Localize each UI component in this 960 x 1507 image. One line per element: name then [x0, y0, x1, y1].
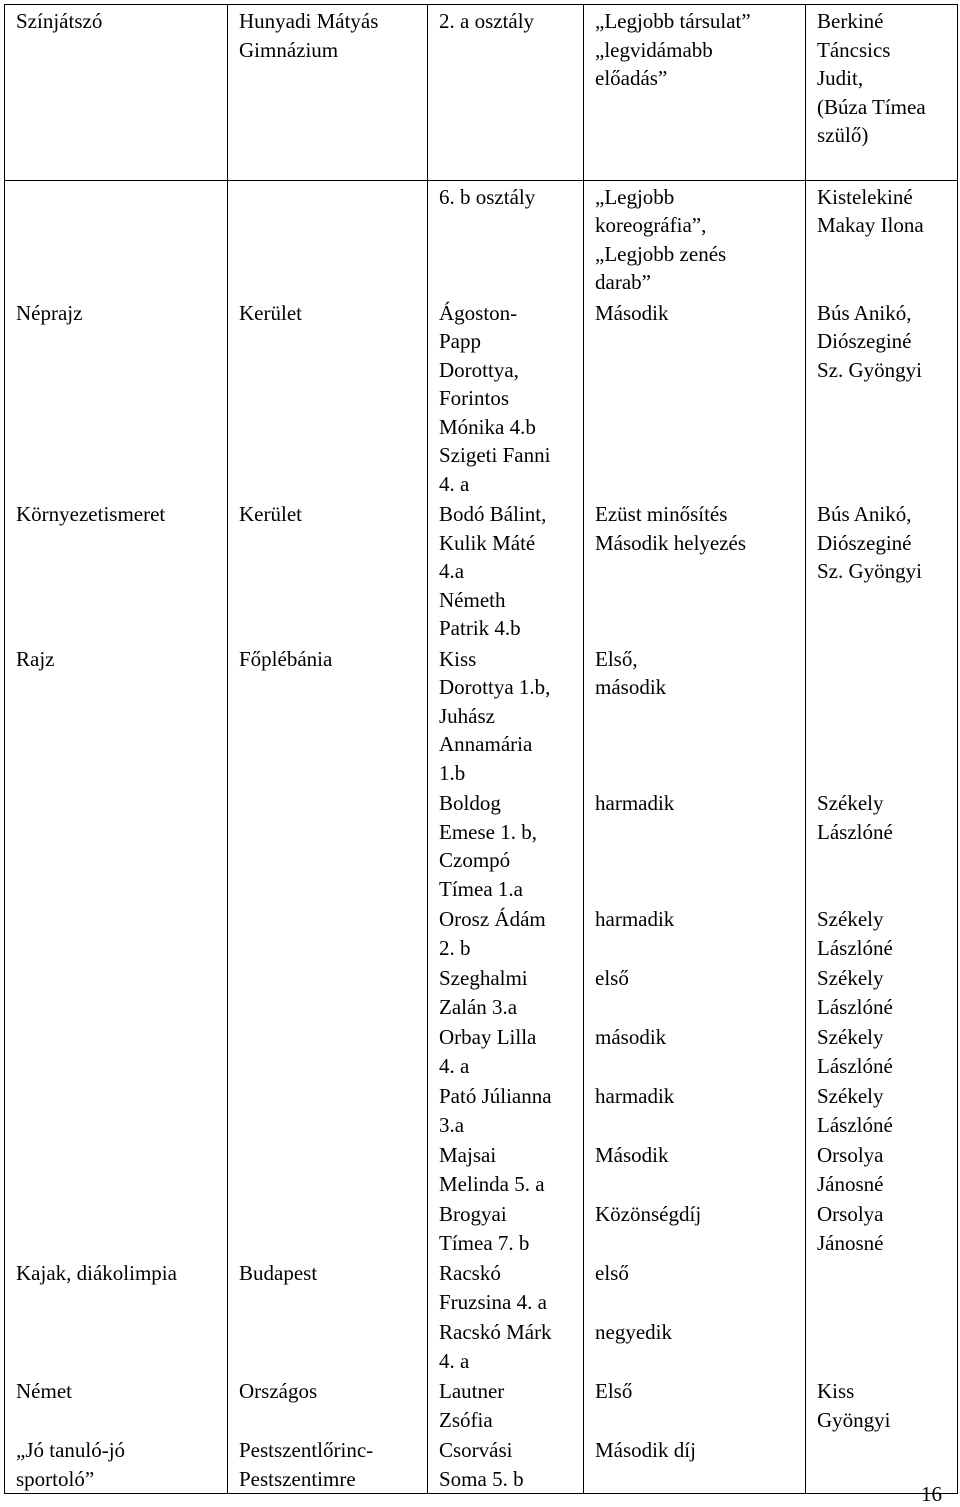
subject-text: Rajz — [16, 646, 55, 671]
cell-students — [428, 787, 584, 903]
result-text: Második — [595, 1143, 669, 1167]
cell-level — [228, 1080, 428, 1139]
cell-subject — [5, 5, 228, 150]
level-text: Főplébánia — [239, 646, 333, 671]
cell-students — [428, 1316, 584, 1375]
result-text: negyedik — [595, 1320, 672, 1344]
students-text: Racskó Márk 4. a — [439, 1320, 552, 1373]
cell-result — [584, 1139, 806, 1198]
teacher-text: Székely Lászlóné — [817, 1025, 893, 1078]
cell-subject — [5, 1139, 228, 1198]
table-row — [5, 297, 958, 499]
teacher-text: Bús Anikó, Diószeginé Sz. Gyöngyi — [817, 502, 922, 583]
subject-text: Néprajz — [16, 300, 83, 325]
cell-teacher — [806, 903, 958, 962]
cell-level — [228, 1257, 428, 1316]
result-text: harmadik — [595, 907, 675, 931]
cell-result — [584, 903, 806, 962]
cell-teacher — [806, 5, 958, 150]
cell-teacher — [806, 787, 958, 903]
students-text: Orosz Ádám 2. b — [439, 907, 546, 960]
students-text: 2. a osztály — [439, 9, 535, 33]
cell-subject — [5, 1257, 228, 1316]
subject-text: Kajak, diákolimpia — [16, 1261, 177, 1285]
teacher-text: Székely Lászlóné — [817, 907, 893, 960]
students-text: Brogyai Tímea 7. b — [439, 1202, 530, 1255]
cell-result — [584, 1198, 806, 1257]
cell-teacher — [806, 180, 958, 297]
cell-result — [584, 962, 806, 1021]
cell-students — [428, 1257, 584, 1316]
cell-teacher — [806, 962, 958, 1021]
cell-students — [428, 1375, 584, 1434]
cell-subject — [5, 903, 228, 962]
cell-level — [228, 787, 428, 903]
result-text: harmadik — [595, 791, 675, 815]
result-text: Első — [595, 1379, 633, 1403]
cell-teacher — [806, 1080, 958, 1139]
students-text: Orbay Lilla 4. a — [439, 1025, 537, 1078]
results-table — [4, 4, 958, 1494]
teacher-text: Bús Anikó, Diószeginé Sz. Gyöngyi — [817, 300, 922, 382]
result-text: első — [595, 966, 629, 990]
teacher-text: Székely Lászlóné — [817, 966, 893, 1019]
subject-text: Környezetismeret — [16, 502, 166, 526]
table-row — [5, 1198, 958, 1257]
cell-subject — [5, 1198, 228, 1257]
empty-cell — [806, 150, 958, 181]
cell-subject — [5, 643, 228, 788]
empty-cell — [584, 150, 806, 181]
cell-students — [428, 297, 584, 499]
cell-students — [428, 1080, 584, 1139]
cell-level — [228, 297, 428, 499]
cell-teacher — [806, 1021, 958, 1080]
table-row — [5, 498, 958, 643]
students-text: 6. b osztály — [439, 184, 536, 209]
cell-subject — [5, 1316, 228, 1375]
cell-teacher — [806, 498, 958, 643]
cell-result — [584, 180, 806, 297]
students-text: Ágoston- Papp Dorottya, Forintos Mónika 4.b Szigeti Fanni 4. a — [439, 300, 551, 496]
section-separator-row — [5, 150, 958, 181]
cell-level — [228, 5, 428, 150]
cell-result — [584, 1316, 806, 1375]
cell-students — [428, 180, 584, 297]
students-text: Boldog Emese 1. b, Czompó Tímea 1.a — [439, 791, 537, 901]
cell-teacher — [806, 643, 958, 788]
table-row — [5, 787, 958, 903]
result-text: harmadik — [595, 1084, 675, 1108]
cell-result — [584, 297, 806, 499]
cell-level — [228, 962, 428, 1021]
cell-level — [228, 1375, 428, 1434]
teacher-text: Székely Lászlóné — [817, 791, 893, 844]
cell-level — [228, 643, 428, 788]
cell-result — [584, 1375, 806, 1434]
cell-level — [228, 903, 428, 962]
level-text: Kerület — [239, 300, 302, 325]
table-row — [5, 5, 958, 150]
table-row — [5, 1080, 958, 1139]
students-text: Racskó Fruzsina 4. a — [439, 1261, 547, 1314]
table-row — [5, 643, 958, 788]
table-row — [5, 1434, 958, 1494]
cell-subject — [5, 1021, 228, 1080]
cell-teacher — [806, 1375, 958, 1434]
result-text: Második — [595, 300, 669, 325]
cell-level — [228, 1021, 428, 1080]
cell-result — [584, 787, 806, 903]
cell-teacher — [806, 1139, 958, 1198]
table-row — [5, 180, 958, 297]
teacher-text: Orsolya Jánosné — [817, 1143, 884, 1196]
cell-teacher — [806, 297, 958, 499]
cell-result — [584, 1434, 806, 1494]
students-text: Szeghalmi Zalán 3.a — [439, 966, 528, 1019]
cell-students — [428, 643, 584, 788]
result-text: Ezüst minősítés Második helyezés — [595, 502, 747, 555]
cell-subject — [5, 787, 228, 903]
result-text: Első, második — [595, 646, 667, 699]
result-text: „Legjobb társulat” „legvidámabb előadás” — [595, 9, 751, 90]
result-text: Második díj — [595, 1438, 696, 1462]
cell-students — [428, 1139, 584, 1198]
cell-result — [584, 498, 806, 643]
cell-subject — [5, 1375, 228, 1434]
level-text: Hunyadi Mátyás Gimnázium — [239, 9, 379, 62]
table-row — [5, 1021, 958, 1080]
cell-level — [228, 180, 428, 297]
teacher-text: Orsolya Jánosné — [817, 1202, 884, 1255]
cell-teacher — [806, 1198, 958, 1257]
teacher-text: Kiss Gyöngyi — [817, 1379, 891, 1432]
cell-teacher — [806, 1316, 958, 1375]
students-text: Csorvási Soma 5. b — [439, 1438, 524, 1491]
cell-subject — [5, 1080, 228, 1139]
students-text: Lautner Zsófia — [439, 1379, 505, 1432]
results-table-body — [5, 5, 958, 1494]
cell-result — [584, 5, 806, 150]
result-text: második — [595, 1025, 667, 1049]
cell-students — [428, 1198, 584, 1257]
cell-students — [428, 962, 584, 1021]
cell-result — [584, 1257, 806, 1316]
cell-subject — [5, 180, 228, 297]
teacher-text: Berkiné Táncsics Judit, (Búza Tímea szülő) — [817, 9, 926, 147]
table-row — [5, 1257, 958, 1316]
page-number: 16 — [921, 1482, 942, 1506]
table-row — [5, 903, 958, 962]
cell-level — [228, 498, 428, 643]
subject-text: „Jó tanuló-jó sportoló” — [16, 1438, 126, 1491]
table-row — [5, 1139, 958, 1198]
subject-text: Német — [16, 1379, 72, 1403]
level-text: Pestszentlőrinc- Pestszentimre — [239, 1438, 374, 1491]
table-row — [5, 962, 958, 1021]
cell-students — [428, 1021, 584, 1080]
students-text: Pató Júlianna 3.a — [439, 1084, 552, 1137]
cell-students — [428, 498, 584, 643]
empty-cell — [428, 150, 584, 181]
students-text: Kiss Dorottya 1.b, Juhász Annamária 1.b — [439, 646, 551, 785]
students-text: Bodó Bálint, Kulik Máté 4.a Németh Patrik 4.b — [439, 502, 547, 640]
cell-level — [228, 1434, 428, 1494]
cell-subject — [5, 297, 228, 499]
cell-subject — [5, 962, 228, 1021]
cell-teacher — [806, 1257, 958, 1316]
cell-level — [228, 1198, 428, 1257]
table-row — [5, 1316, 958, 1375]
result-text: „Legjobb koreográfia”, „Legjobb zenés darab” — [595, 184, 727, 294]
teacher-text: Székely Lászlóné — [817, 1084, 893, 1137]
teacher-text: Kistelekiné Makay Ilona — [817, 184, 924, 237]
cell-result — [584, 1021, 806, 1080]
cell-students — [428, 1434, 584, 1494]
result-text: első — [595, 1261, 629, 1285]
result-text: Közönségdíj — [595, 1202, 702, 1226]
students-text: Majsai Melinda 5. a — [439, 1143, 545, 1196]
cell-result — [584, 643, 806, 788]
empty-cell — [228, 150, 428, 181]
cell-level — [228, 1316, 428, 1375]
level-text: Kerület — [239, 502, 302, 526]
cell-students — [428, 903, 584, 962]
cell-subject — [5, 498, 228, 643]
subject-text: Színjátszó — [16, 9, 103, 33]
table-row — [5, 1375, 958, 1434]
level-text: Országos — [239, 1379, 318, 1403]
cell-students — [428, 5, 584, 150]
cell-result — [584, 1080, 806, 1139]
empty-cell — [5, 150, 228, 181]
level-text: Budapest — [239, 1261, 318, 1285]
cell-subject — [5, 1434, 228, 1494]
cell-level — [228, 1139, 428, 1198]
